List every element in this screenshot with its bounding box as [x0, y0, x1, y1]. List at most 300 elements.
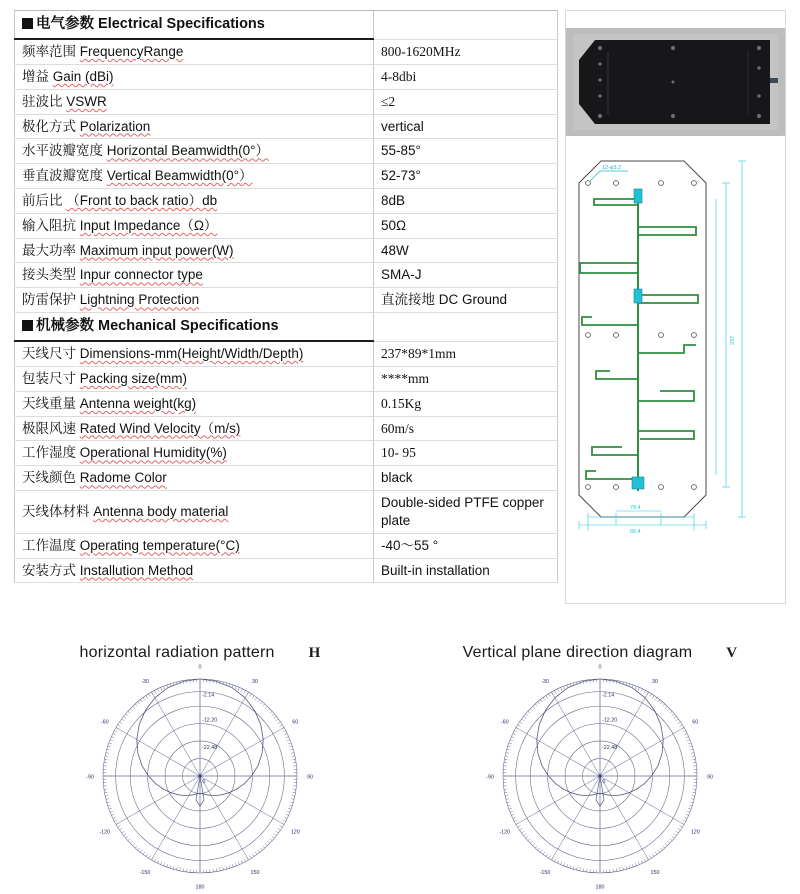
spec-value-cell: 8dB: [374, 189, 558, 214]
media-column: [565, 10, 786, 604]
antenna-product-photo: [566, 28, 785, 136]
polar-minor-tick: [520, 828, 523, 830]
polar-minor-tick: [508, 746, 511, 747]
polar-center-dot: [198, 774, 201, 777]
polar-minor-tick: [530, 841, 532, 843]
polar-minor-tick: [638, 687, 639, 690]
polar-minor-tick: [632, 864, 633, 867]
spec-label-en: FrequencyRange: [80, 44, 184, 59]
polar-minor-tick: [692, 796, 695, 797]
polar-minor-tick: [255, 698, 257, 701]
spec-label-cn: 接头类型: [22, 267, 76, 282]
spec-label-cell: [15, 441, 374, 466]
spec-label-cn: 水平波瓣宽度: [22, 143, 103, 158]
spec-label-cn: 极化方式: [22, 119, 76, 134]
polar-grid-spoke: [200, 776, 284, 825]
polar-minor-tick: [690, 749, 693, 750]
polar-minor-tick: [546, 854, 548, 857]
polar-minor-tick: [170, 865, 171, 868]
polar-minor-tick: [107, 802, 110, 803]
polar-angle-label: -90: [86, 775, 94, 781]
polar-minor-tick: [564, 686, 565, 689]
polar-minor-tick: [647, 692, 649, 695]
cad-drawing-svg: [566, 139, 785, 539]
polar-minor-tick: [110, 811, 113, 812]
polar-minor-tick: [663, 704, 665, 706]
polar-minor-tick: [652, 696, 654, 699]
polar-minor-tick: [681, 823, 684, 825]
polar-minor-tick: [505, 756, 508, 757]
polar-minor-tick: [507, 749, 510, 750]
spec-label-cell: [15, 491, 374, 534]
polar-minor-tick: [674, 834, 677, 836]
polar-minor-tick: [286, 814, 289, 815]
polar-grid-spoke: [152, 692, 201, 776]
spec-label-cell: [15, 391, 374, 416]
spec-value-cell: SMA-J: [374, 263, 558, 288]
polar-minor-tick: [554, 690, 556, 693]
spec-label-cell: [15, 288, 374, 313]
polar-minor-tick: [516, 823, 519, 825]
spec-label-cn: 防雷保护: [22, 292, 76, 307]
polar-minor-tick: [265, 706, 267, 708]
spec-value-cell: ****mm: [374, 367, 558, 392]
polar-minor-tick: [135, 704, 137, 706]
polar-minor-tick: [252, 854, 254, 857]
polar-angle-label: 150: [651, 870, 660, 876]
polar-minor-tick: [513, 817, 516, 818]
polar-minor-tick: [683, 730, 686, 732]
polar-minor-tick: [124, 716, 127, 718]
polar-angle-label: -150: [140, 870, 151, 876]
polar-minor-tick: [530, 709, 532, 711]
polar-minor-tick: [514, 730, 517, 732]
spec-value-cell: vertical: [374, 114, 558, 139]
polar-minor-tick: [567, 864, 568, 867]
polar-minor-tick: [220, 868, 221, 871]
spec-label-cn: 包装尺寸: [22, 371, 76, 386]
polar-angle-label: 60: [292, 720, 298, 726]
spec-label-en: （Front to back ratio）db: [66, 193, 217, 208]
spec-row: [15, 558, 558, 583]
section-header-row: [15, 11, 558, 40]
polar-minor-tick: [110, 740, 113, 741]
spec-label-cell: [15, 238, 374, 263]
polar-minor-tick: [510, 740, 513, 741]
polar-minor-tick: [270, 711, 272, 713]
polar-minor-tick: [528, 711, 530, 713]
spec-label-cell: [15, 64, 374, 89]
spec-label-cn: 天线颜色: [22, 470, 76, 485]
polar-minor-tick: [526, 714, 528, 716]
polar-minor-tick: [109, 808, 112, 809]
polar-angle-label: -30: [141, 679, 149, 685]
spec-row: [15, 466, 558, 491]
polar-angle-label: 180: [596, 885, 605, 891]
polar-minor-tick: [108, 746, 111, 747]
spec-label-cn: 天线重量: [22, 396, 76, 411]
polar-grid-spoke: [152, 776, 201, 860]
specifications-table: [14, 10, 558, 583]
polar-minor-tick: [278, 828, 281, 830]
polar-minor-tick: [692, 759, 695, 760]
polar-minor-tick: [280, 725, 283, 727]
hole-callout-label: 12-φ3.2: [602, 165, 621, 171]
polar-minor-tick: [104, 759, 107, 760]
polar-minor-tick: [665, 843, 667, 845]
polar-minor-tick: [281, 823, 284, 825]
spec-value-cell: 52-73°: [374, 164, 558, 189]
polar-minor-tick: [540, 700, 542, 703]
polar-minor-tick: [691, 799, 694, 800]
polar-minor-tick: [690, 802, 693, 803]
polar-minor-tick: [287, 740, 290, 741]
polar-minor-tick: [658, 700, 660, 703]
polar-minor-tick: [641, 860, 642, 863]
polar-minor-tick: [149, 856, 151, 859]
spec-value-cell: 10- 95: [374, 441, 558, 466]
radiation-pattern-area: [0, 612, 800, 892]
section-header-row: [15, 313, 558, 342]
polar-minor-tick: [535, 846, 537, 848]
polar-minor-tick: [143, 698, 145, 701]
polar-minor-tick: [514, 820, 517, 822]
spec-label-cell: [15, 189, 374, 214]
spec-row: [15, 367, 558, 392]
polar-minor-tick: [509, 808, 512, 809]
polar-minor-tick: [580, 868, 581, 871]
polar-minor-tick: [154, 859, 156, 862]
polar-minor-tick: [280, 826, 283, 828]
polar-minor-tick: [644, 859, 646, 862]
polar-grid-spoke: [516, 728, 600, 777]
spec-row: [15, 341, 558, 366]
polar-angle-label: 90: [307, 775, 313, 781]
spec-row: [15, 441, 558, 466]
spec-value-cell: black: [374, 466, 558, 491]
polar-minor-tick: [133, 706, 135, 708]
polar-grid-spoke: [200, 776, 249, 860]
polar-minor-tick: [106, 799, 109, 800]
polar-minor-tick: [629, 865, 630, 868]
polar-minor-tick: [113, 817, 116, 818]
spec-label-cn: 安装方式: [22, 563, 76, 578]
polar-minor-tick: [274, 716, 277, 718]
spec-value-cell: 60m/s: [374, 416, 558, 441]
polar-minor-tick: [647, 857, 649, 860]
polar-minor-tick: [641, 689, 642, 692]
spec-label-cell: [15, 114, 374, 139]
spec-label-cell: [15, 341, 374, 366]
polar-radial-label: -12.20: [202, 718, 217, 724]
polar-grid-spoke: [600, 728, 684, 777]
polar-minor-tick: [126, 836, 128, 838]
polar-minor-tick: [289, 805, 292, 806]
polar-angle-label: 90: [707, 775, 713, 781]
polar-minor-tick: [238, 862, 239, 865]
spec-label-cell: [15, 533, 374, 558]
polar-minor-tick: [291, 799, 294, 800]
dimension-height-label: 237: [730, 336, 736, 345]
polar-minor-tick: [120, 828, 123, 830]
polar-minor-tick: [543, 698, 545, 701]
polar-minor-tick: [238, 687, 239, 690]
polar-minor-tick: [554, 859, 556, 862]
polar-minor-tick: [108, 805, 111, 806]
polar-minor-tick: [522, 719, 525, 721]
polar-minor-tick: [260, 702, 262, 704]
polar-grid-spoke: [552, 776, 601, 860]
polar-minor-tick: [118, 826, 121, 828]
polar-radial-label: -2.14: [602, 693, 614, 699]
polar-minor-tick: [288, 808, 291, 809]
polar-angle-label: 60: [692, 720, 698, 726]
polar-minor-tick: [552, 857, 554, 860]
polar-minor-tick: [284, 817, 287, 818]
polar-minor-tick: [250, 694, 252, 697]
spec-label-cn: 工作温度: [22, 538, 76, 553]
polar-minor-tick: [507, 802, 510, 803]
spec-row: [15, 89, 558, 114]
polar-minor-tick: [283, 820, 286, 822]
spec-label-cell: [15, 164, 374, 189]
horizontal-polar-plot: [50, 664, 350, 894]
polar-minor-tick: [278, 722, 281, 724]
polar-minor-tick: [247, 857, 249, 860]
polar-minor-tick: [635, 686, 636, 689]
spec-row: [15, 391, 558, 416]
spec-label-en: Radome Color: [80, 470, 167, 485]
polar-minor-tick: [140, 700, 142, 703]
polar-minor-tick: [283, 730, 286, 732]
polar-minor-tick: [111, 737, 114, 738]
spec-label-cell: [15, 558, 374, 583]
polar-center-dot: [598, 774, 601, 777]
spec-label-en: Operating temperature(°C): [80, 538, 240, 553]
polar-minor-tick: [511, 814, 514, 815]
polar-minor-tick: [506, 753, 509, 754]
polar-minor-tick: [292, 759, 295, 760]
polar-minor-tick: [122, 831, 125, 833]
polar-minor-tick: [583, 868, 584, 871]
spec-row: [15, 39, 558, 64]
polar-minor-tick: [287, 811, 290, 812]
spec-label-cn: 极限风速: [22, 421, 76, 436]
polar-minor-tick: [290, 802, 293, 803]
spec-label-en: Polarization: [80, 119, 151, 134]
spec-label-cn: 垂直波瓣宽度: [22, 168, 103, 183]
polar-minor-tick: [616, 868, 617, 871]
polar-minor-tick: [258, 850, 260, 853]
polar-angle-label: 0: [199, 665, 202, 671]
polar-minor-tick: [109, 743, 112, 744]
polar-minor-tick: [104, 792, 107, 793]
polar-minor-tick: [138, 848, 140, 850]
specification-block: [14, 10, 786, 604]
polar-minor-tick: [183, 868, 184, 871]
polar-minor-tick: [107, 749, 110, 750]
polar-grid-spoke: [600, 776, 649, 860]
polar-minor-tick: [528, 839, 530, 841]
polar-minor-tick: [255, 852, 257, 855]
polar-grid-spoke: [200, 692, 249, 776]
polar-minor-tick: [689, 746, 692, 747]
vertical-pattern-title: [400, 644, 800, 662]
polar-minor-tick: [152, 857, 154, 860]
polar-minor-tick: [130, 841, 132, 843]
polar-minor-tick: [667, 709, 669, 711]
polar-minor-tick: [549, 694, 551, 697]
polar-minor-tick: [124, 834, 127, 836]
spec-label-cell: [15, 213, 374, 238]
polar-minor-tick: [173, 866, 174, 869]
polar-minor-tick: [520, 722, 523, 724]
polar-minor-tick: [670, 711, 672, 713]
polar-minor-tick: [120, 722, 123, 724]
polar-minor-tick: [660, 702, 662, 704]
polar-angle-label: -30: [541, 679, 549, 685]
polar-minor-tick: [686, 737, 689, 738]
polar-minor-tick: [561, 862, 562, 865]
spec-label-en: Lightning Protection: [80, 292, 199, 307]
polar-minor-tick: [688, 743, 691, 744]
section-title-en: Electrical Specifications: [98, 16, 265, 32]
product-photo-svg: [573, 34, 778, 130]
section-title-cn: 电气参数: [36, 16, 94, 32]
vertical-pattern-chart: [400, 612, 800, 892]
polar-angle-label: 150: [251, 870, 260, 876]
vertical-pattern-title-text: Vertical plane direction diagram: [463, 644, 693, 661]
spec-value-cell: 0.15Kg: [374, 391, 558, 416]
polar-minor-tick: [143, 852, 145, 855]
polar-minor-tick: [154, 690, 156, 693]
polar-minor-tick: [687, 811, 690, 812]
spec-value-cell: -40～55 °: [374, 533, 558, 558]
square-bullet-icon: [22, 18, 33, 29]
polar-minor-tick: [650, 856, 652, 859]
polar-minor-tick: [164, 686, 165, 689]
polar-minor-tick: [549, 856, 551, 859]
polar-minor-tick: [681, 728, 684, 730]
polar-minor-tick: [235, 686, 236, 689]
spec-row: [15, 288, 558, 313]
polar-minor-tick: [157, 860, 158, 863]
polar-minor-tick: [241, 860, 242, 863]
polar-minor-tick: [252, 696, 254, 699]
spec-row: [15, 189, 558, 214]
polar-minor-tick: [111, 814, 114, 815]
polar-minor-tick: [116, 823, 119, 825]
spec-label-en: Maximum input power(W): [80, 243, 234, 258]
polar-grid-spoke: [600, 692, 649, 776]
polar-minor-tick: [570, 865, 571, 868]
spec-label-cell: [15, 416, 374, 441]
spec-value-cell: 48W: [374, 238, 558, 263]
polar-minor-tick: [118, 725, 121, 727]
spec-value-cell: 50Ω: [374, 213, 558, 238]
polar-minor-tick: [510, 811, 513, 812]
spec-label-en: Antenna body material: [93, 504, 228, 519]
polar-minor-tick: [680, 826, 683, 828]
polar-minor-tick: [267, 841, 269, 843]
polar-minor-tick: [164, 863, 165, 866]
polar-minor-tick: [663, 846, 665, 848]
spec-label-en: Installution Method: [80, 563, 193, 578]
polar-minor-tick: [140, 850, 142, 853]
polar-minor-tick: [678, 722, 681, 724]
spec-label-en: VSWR: [66, 94, 107, 109]
polar-minor-tick: [133, 843, 135, 845]
spec-label-cn: 频率范围: [22, 44, 76, 59]
spec-label-en: Operational Humidity(%): [80, 445, 227, 460]
spec-label-en: Dimensions-mm(Height/Width/Depth): [80, 346, 304, 361]
polar-minor-tick: [113, 733, 116, 734]
polar-minor-tick: [678, 828, 681, 830]
polar-minor-tick: [623, 867, 624, 870]
polar-minor-tick: [655, 698, 657, 701]
polar-minor-tick: [276, 719, 279, 721]
spec-value-cell: Double-sided PTFE copper plate: [374, 491, 558, 534]
polar-minor-tick: [284, 733, 287, 734]
polar-radial-label: -2.14: [202, 693, 214, 699]
polar-minor-tick: [516, 728, 519, 730]
polar-minor-tick: [216, 868, 217, 871]
polar-minor-tick: [152, 692, 154, 695]
polar-angle-label: -120: [99, 830, 110, 836]
polar-grid-spoke: [552, 692, 601, 776]
dimension-inner1-label: 78.4: [630, 505, 641, 511]
polar-minor-tick: [672, 714, 674, 716]
spec-label-cn: 最大功率: [22, 243, 76, 258]
polar-radial-label: -12.20: [602, 718, 617, 724]
spec-label-en: Inpur connector type: [80, 267, 203, 282]
polar-minor-tick: [688, 808, 691, 809]
spec-row: [15, 416, 558, 441]
polar-minor-tick: [229, 865, 230, 868]
polar-minor-tick: [263, 704, 265, 706]
polar-minor-tick: [241, 689, 242, 692]
section-header-label: [15, 313, 374, 342]
polar-minor-tick: [672, 836, 674, 838]
polar-minor-tick: [146, 854, 148, 857]
polar-angle-label: -60: [501, 720, 509, 726]
polar-minor-tick: [658, 850, 660, 853]
polar-minor-tick: [177, 867, 178, 870]
spec-value-cell: 55-85°: [374, 139, 558, 164]
polar-minor-tick: [552, 692, 554, 695]
polar-minor-tick: [524, 716, 527, 718]
polar-minor-tick: [504, 792, 507, 793]
polar-center-label: 0: [603, 779, 606, 785]
polar-minor-tick: [138, 702, 140, 704]
spec-row: [15, 139, 558, 164]
dimension-width-label: 89.4: [630, 529, 641, 535]
polar-minor-tick: [692, 756, 695, 757]
polar-minor-tick: [292, 792, 295, 793]
polar-minor-tick: [276, 831, 279, 833]
polar-minor-tick: [505, 796, 508, 797]
polar-minor-tick: [292, 756, 295, 757]
horizontal-plane-letter: H: [309, 645, 321, 661]
spec-label-en: Gain (dBi): [53, 69, 114, 84]
polar-minor-tick: [235, 863, 236, 866]
polar-minor-tick: [684, 817, 687, 818]
polar-angle-label: 180: [196, 885, 205, 891]
polar-minor-tick: [650, 694, 652, 697]
polar-minor-tick: [149, 694, 151, 697]
polar-grid-spoke: [600, 776, 684, 825]
polar-radial-label: -22.48: [602, 745, 617, 751]
